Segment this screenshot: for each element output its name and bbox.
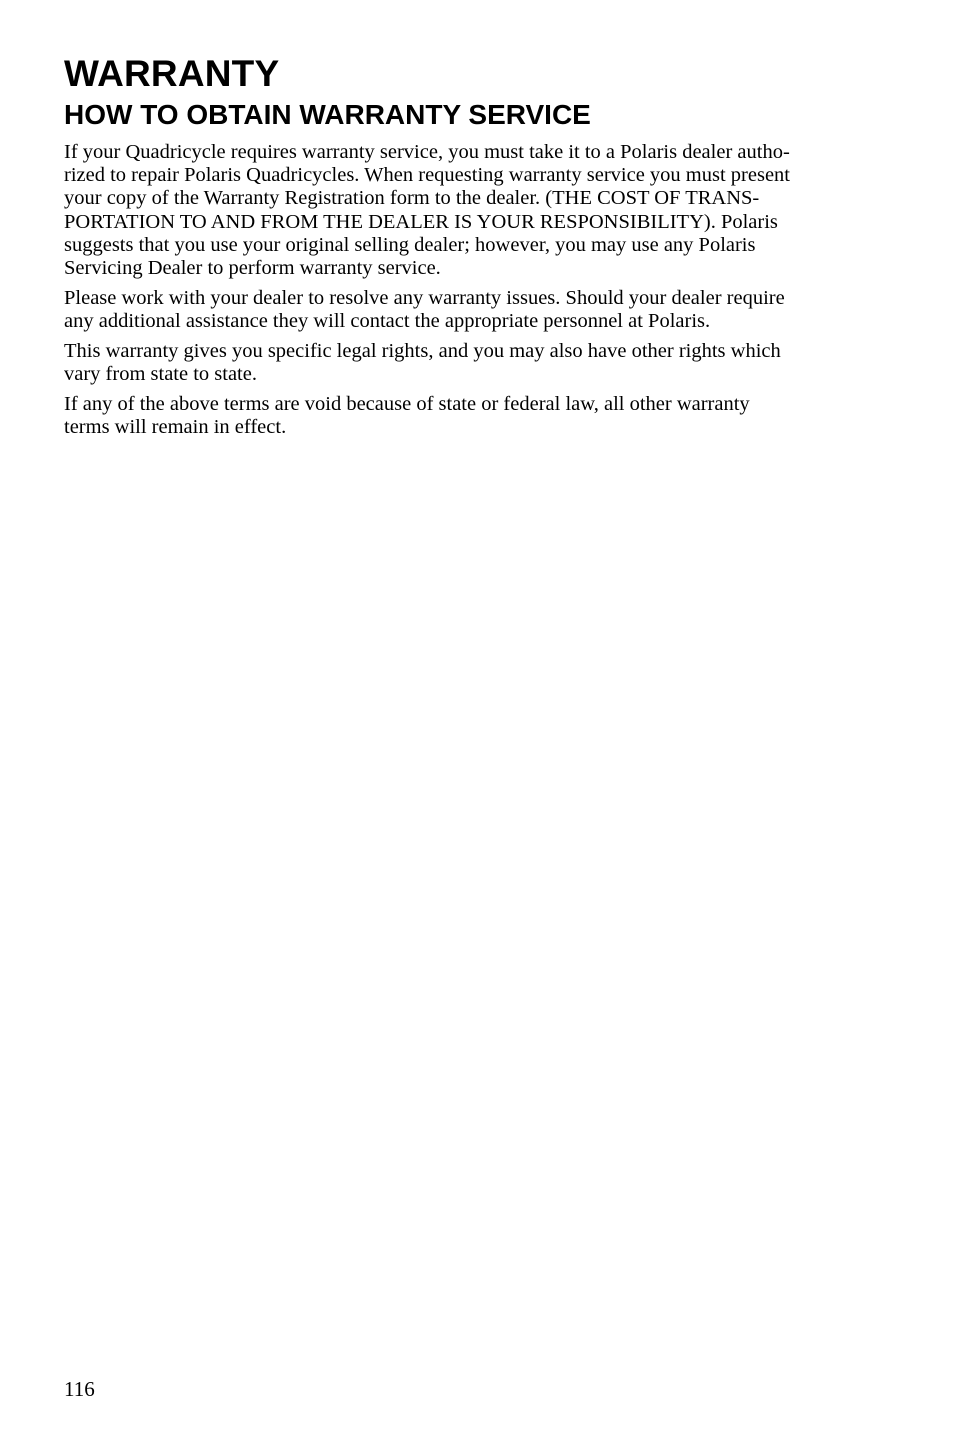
paragraph-legal-rights	[64, 340, 874, 386]
text-line: suggests that you use your original selling dealer; however, you may use any Polaris	[64, 233, 756, 256]
paragraph-warranty-service	[64, 141, 874, 280]
text-line: your copy of the Warranty Registration form to the dealer. (THE COST OF TRANS-	[64, 187, 760, 210]
paragraph-void-terms	[64, 393, 874, 439]
text-line: any additional assistance they will contact the appropriate personnel at Polaris.	[64, 309, 711, 332]
paragraph-dealer-assistance	[64, 287, 874, 333]
text-line: terms will remain in effect.	[64, 415, 287, 438]
text-line: vary from state to state.	[64, 362, 257, 385]
body-text	[64, 141, 874, 445]
text-line: If your Quadricycle requires warranty service, you must take it to a Polaris dealer autho-	[64, 141, 790, 163]
text-line: If any of the above terms are void because of state or federal law, all other warranty	[64, 392, 750, 415]
text-line: rized to repair Polaris Quadricycles. When requesting warranty service you must present	[64, 164, 790, 187]
page-title: WARRANTY	[64, 53, 280, 94]
text-line: Please work with your dealer to resolve any warranty issues. Should your dealer require	[64, 286, 785, 309]
section-heading: HOW TO OBTAIN WARRANTY SERVICE	[64, 99, 591, 130]
text-line: PORTATION TO AND FROM THE DEALER IS YOUR RESPONSIBILITY). Polaris	[64, 210, 778, 233]
text-line: Servicing Dealer to perform warranty service.	[64, 257, 441, 280]
text-line: This warranty gives you specific legal rights, and you may also have other rights which	[64, 339, 781, 362]
page-number: 116	[64, 1377, 95, 1401]
